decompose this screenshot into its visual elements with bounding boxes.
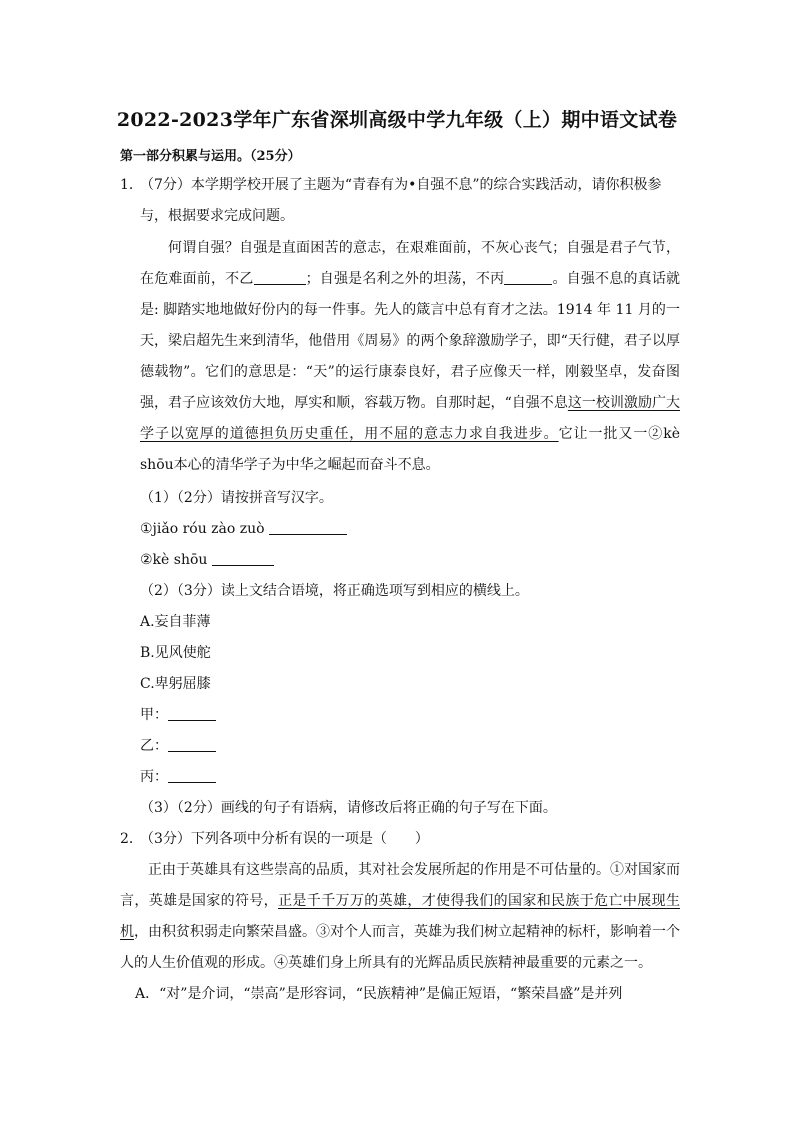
option-a: A.妄自菲薄 xyxy=(140,614,211,630)
label-yi: 乙： xyxy=(140,738,168,754)
question-1-stem-line1: （7分）本学期学校开展了主题为“青春有为•自强不息”的综合实践活动，请你积极参 xyxy=(140,177,662,193)
sub-question-1 xyxy=(140,483,680,576)
q2-underlined-sentence: 正是千千万万的英雄，才使得我们的国家和民族于危亡中展现生机 xyxy=(120,893,681,940)
pinyin-item-2: ②kè shōu xyxy=(140,552,208,568)
question-2-passage xyxy=(120,855,680,979)
answer-blank-jia[interactable] xyxy=(168,706,216,721)
passage-text-1: 何谓自强？自强是直面困苦的意志，在艰难面前，不灰心丧气；自强是君子气节，在危难面前，不乙 xyxy=(140,240,680,287)
question-2-number: 2． xyxy=(120,831,143,847)
option-c: C.卑躬屈膝 xyxy=(140,676,211,692)
pinyin-item-1: ①jiǎo róu zào zuò xyxy=(140,521,265,537)
passage-text-2: ；自强是名利之外的坦荡，不丙 xyxy=(305,271,505,287)
question-1-number: 1． xyxy=(120,177,143,193)
exam-title: 2022-2023学年广东省深圳高级中学九年级（上）期中语文试卷 xyxy=(116,109,678,131)
question-2-stem-text: （3分）下列各项中分析有误的一项是（ ） xyxy=(140,831,429,847)
label-jia: 甲： xyxy=(140,707,168,723)
answer-blank-bing[interactable] xyxy=(168,768,216,783)
sub-question-3-heading: （3）（2分）画线的句子有语病，请修改后将正确的句子写在下面。 xyxy=(140,800,557,816)
passage-text-3: 。自强不息的真话就是: 脚踏实地地做好份内的每一件事。先人的箴言中总有育才之法。1914 年 11 月的一天，梁启超先生来到清华，他借用《周易》的两个象辞激励学子，即“天行健，君子以厚德载物”。它们的意思是：“天”的运行康泰良好，君子应像天一样，刚毅坚卓，发奋图强，君子应该效仿大地，厚实和顺，容载万物。自那时起，“自强不息 xyxy=(140,271,681,411)
answer-blank-1[interactable] xyxy=(269,520,347,535)
blank-yi[interactable] xyxy=(254,270,306,285)
sub-question-2 xyxy=(140,576,680,793)
question-2-stem xyxy=(120,824,680,855)
blank-bing[interactable] xyxy=(504,270,552,285)
underlined-sentence: 这一校训激励广大学子以宽厚的道德担负历史重任，用不屈的意志力求自我进步。 xyxy=(140,395,680,442)
question-1-stem-line2: 与，根据要求完成问题。 xyxy=(140,208,294,224)
passage-text-4: 它让一批又一②kè shōu本心的清华学子为中华之崛起而奋斗不息。 xyxy=(140,426,680,473)
answer-blank-2[interactable] xyxy=(212,551,274,566)
label-bing: 丙： xyxy=(140,769,168,785)
question-2-option-a: A．“对”是介词，“崇高”是形容词，“民族精神”是偏正短语，“繁荣昌盛”是并列 xyxy=(135,986,623,1002)
sub-question-3 xyxy=(140,793,680,824)
sub-question-2-heading: （2）（3分）读上文结合语境，将正确选项写到相应的横线上。 xyxy=(140,583,529,599)
section-heading: 第一部分积累与运用。（25分） xyxy=(120,149,301,164)
question-1-passage xyxy=(140,233,680,481)
answer-blank-yi[interactable] xyxy=(168,737,216,752)
sub-question-1-heading: （1）（2分）请按拼音写汉字。 xyxy=(140,490,333,506)
q2-passage-text-2: ，由积贫积弱走向繁荣昌盛。③对个人而言，英雄为我们树立起精神的标杆，影响着一个人的人生价值观的形成。④英雄们身上所具有的光辉品质民族精神最重要的元素之一。 xyxy=(120,924,680,971)
option-b: B.见风使舵 xyxy=(140,645,211,661)
q2-passage-text-1: 正由于英雄具有这些崇高的品质，其对社会发展所起的作用是不可估量的。①对国家而言，英雄是国家的符号， xyxy=(120,862,680,909)
question-1-stem xyxy=(120,170,680,232)
